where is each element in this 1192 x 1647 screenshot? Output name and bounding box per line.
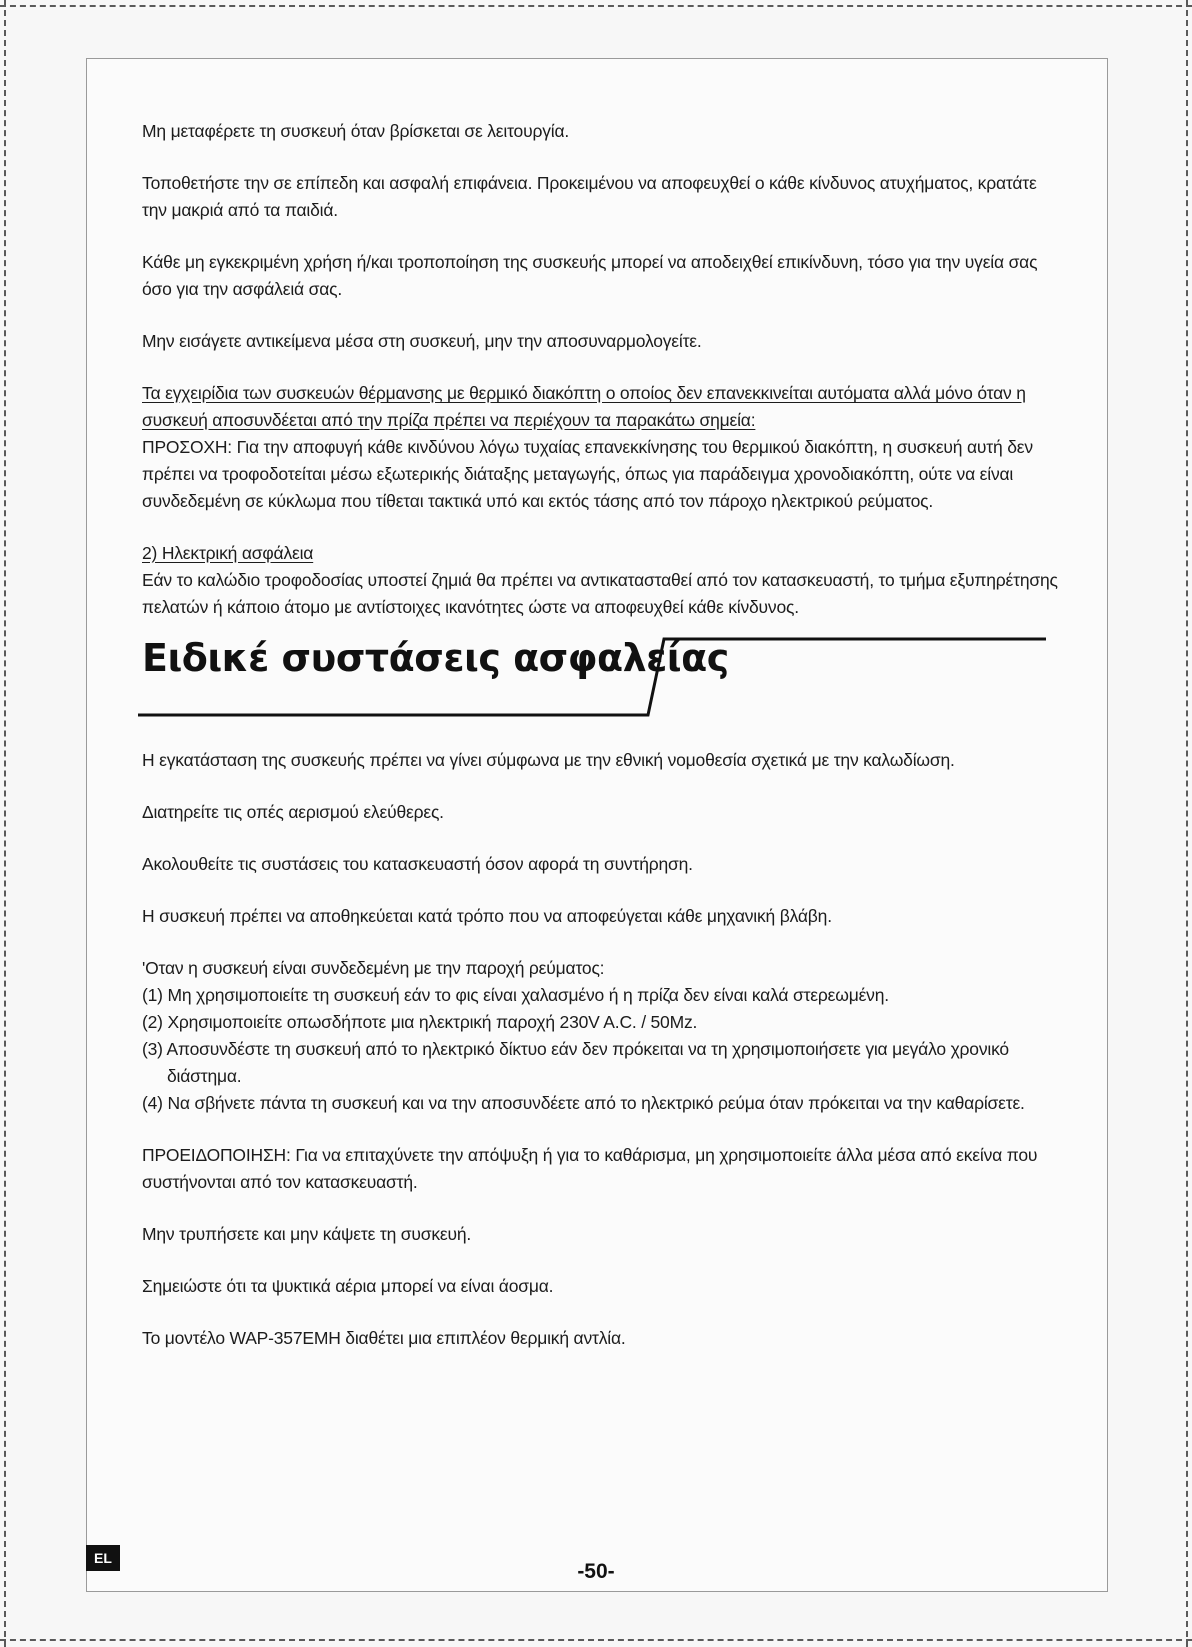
paragraph-odorless-gas: Σημειώστε ότι τα ψυκτικά αέρια μπορεί να είναι άοσμα. — [142, 1276, 554, 1296]
paragraph-unauthorized-use: Κάθε μη εγκεκριμένη χρήση ή/και τροποποίηση της συσκευής μπορεί να αποδειχθεί επικίνδυνη, τόσο για την υγεία σας όσο για την ασφάλειά σας. — [142, 252, 1038, 299]
electrical-safety-heading: 2) Ηλεκτρική ασφάλεια — [142, 543, 314, 563]
cut-line-bottom — [0, 1639, 1192, 1641]
section-heading — [142, 631, 1062, 721]
paragraph-model-heat-pump: Το μοντέλο WAP-357EMH διαθέτει μια επιπλέον θερμική αντλία. — [142, 1328, 626, 1348]
warning-paragraph: ΠΡΟΕΙΔΟΠΟΙΗΣΗ: Για να επιταχύνετε την απόψυξη ή για το καθάρισμα, μη χρησιμοποιείτε άλλα μέσα από εκείνα που συστήνονται από τον κατασκευαστή. — [142, 1145, 1038, 1192]
paragraph-no-puncture: Μην τρυπήσετε και μην κάψετε τη συσκευή. — [142, 1224, 472, 1244]
cut-line-top — [0, 5, 1192, 7]
power-connection-intro: 'Οταν η συσκευή είναι συνδεδεμένη με την παροχή ρεύματος: — [142, 958, 605, 978]
power-item-4: (4) Να σβήνετε πάντα τη συσκευή και να την αποσυνδέετε από το ηλεκτρικό ρεύμα όταν πρόκειται να την καθαρίσετε. — [142, 1093, 1025, 1113]
paragraph-installation: Η εγκατάσταση της συσκευής πρέπει να γίνει σύμφωνα με την εθνική νομοθεσία σχετικά με την καλωδίωση. — [142, 750, 955, 770]
language-badge: EL — [86, 1545, 120, 1571]
paragraph-maintenance: Ακολουθείτε τις συστάσεις του κατασκευαστή όσον αφορά τη συντήρηση. — [142, 854, 693, 874]
power-item-2: (2) Χρησιμοποιείτε οπωσδήποτε μια ηλεκτρική παροχή 230V A.C. / 50Mz. — [142, 1012, 698, 1032]
paragraph-no-objects: Μην εισάγετε αντικείμενα μέσα στη συσκευή, μην την αποσυναρμολογείτε. — [142, 331, 702, 351]
power-item-1: (1) Μη χρησιμοποιείτε τη συσκευή εάν το φις είναι χαλασμένο ή η πρίζα δεν είναι καλά στερεωμένη. — [142, 985, 889, 1005]
paragraph-no-move: Μη μεταφέρετε τη συσκευή όταν βρίσκεται σε λειτουργία. — [142, 121, 570, 141]
paragraph-placement: Τοποθετήστε την σε επίπεδη και ασφαλή επιφάνεια. Προκειμένου να αποφευχθεί ο κάθε κίνδυνος ατυχήματος, κρατάτε την μακριά από τα παιδιά. — [142, 173, 1037, 220]
power-item-3: (3) Αποσυνδέστε τη συσκευή από το ηλεκτρικό δίκτυο εάν δεν πρόκειται να τη χρησιμοποιήσετε για μεγάλο χρονικό διάστημα. — [142, 1039, 1009, 1086]
paragraph-storage: Η συσκευή πρέπει να αποθηκεύεται κατά τρόπο που να αποφεύγεται κάθε μηχανική βλάβη. — [142, 906, 832, 926]
electrical-safety-body: Εάν το καλώδιο τροφοδοσίας υποστεί ζημιά θα πρέπει να αντικατασταθεί από τον κατασκευαστή, το τμήμα εξυπηρέτησης πελατών ή κάποιο άτομο με αντίστοιχες ικανότητες ώστε να αποφευχθεί κάθε κίνδυνος. — [142, 570, 1058, 617]
thermal-notice-heading: Τα εγχειρίδια των συσκευών θέρμανσης με θερμικό διακόπτη ο οποίος δεν επανεκκινείται αυτόματα αλλά μόνο όταν η συσκευή αποσυνδέεται από την πρίζα πρέπει να περιέχουν τα παρακάτω σημεία: — [142, 383, 1026, 430]
cut-line-right — [1186, 0, 1188, 1647]
page-content — [142, 118, 1062, 1352]
page-number: -50- — [577, 1560, 615, 1583]
paragraph-vents: Διατηρείτε τις οπές αερισμού ελεύθερες. — [142, 802, 444, 822]
thermal-notice-body: ΠΡΟΣΟΧΗ: Για την αποφυγή κάθε κινδύνου λόγω τυχαίας επανεκκίνησης του θερμικού διακόπτη, η συσκευή αυτή δεν πρέπει να τροφοδοτείται μέσω εξωτερικής διάταξης μεταγωγής, όπως για παράδειγμα χρονοδιακόπτη, ούτε να είναι συνδεδεμένη σε κύκλωμα που τίθεται τακτικά υπό και εκτός τάσης από τον πάροχο ηλεκτρικού ρεύματος. — [142, 437, 1033, 511]
section-title: Ειδικέ συστάσεις ασφαλείας — [142, 636, 729, 680]
cut-line-left — [4, 0, 6, 1647]
